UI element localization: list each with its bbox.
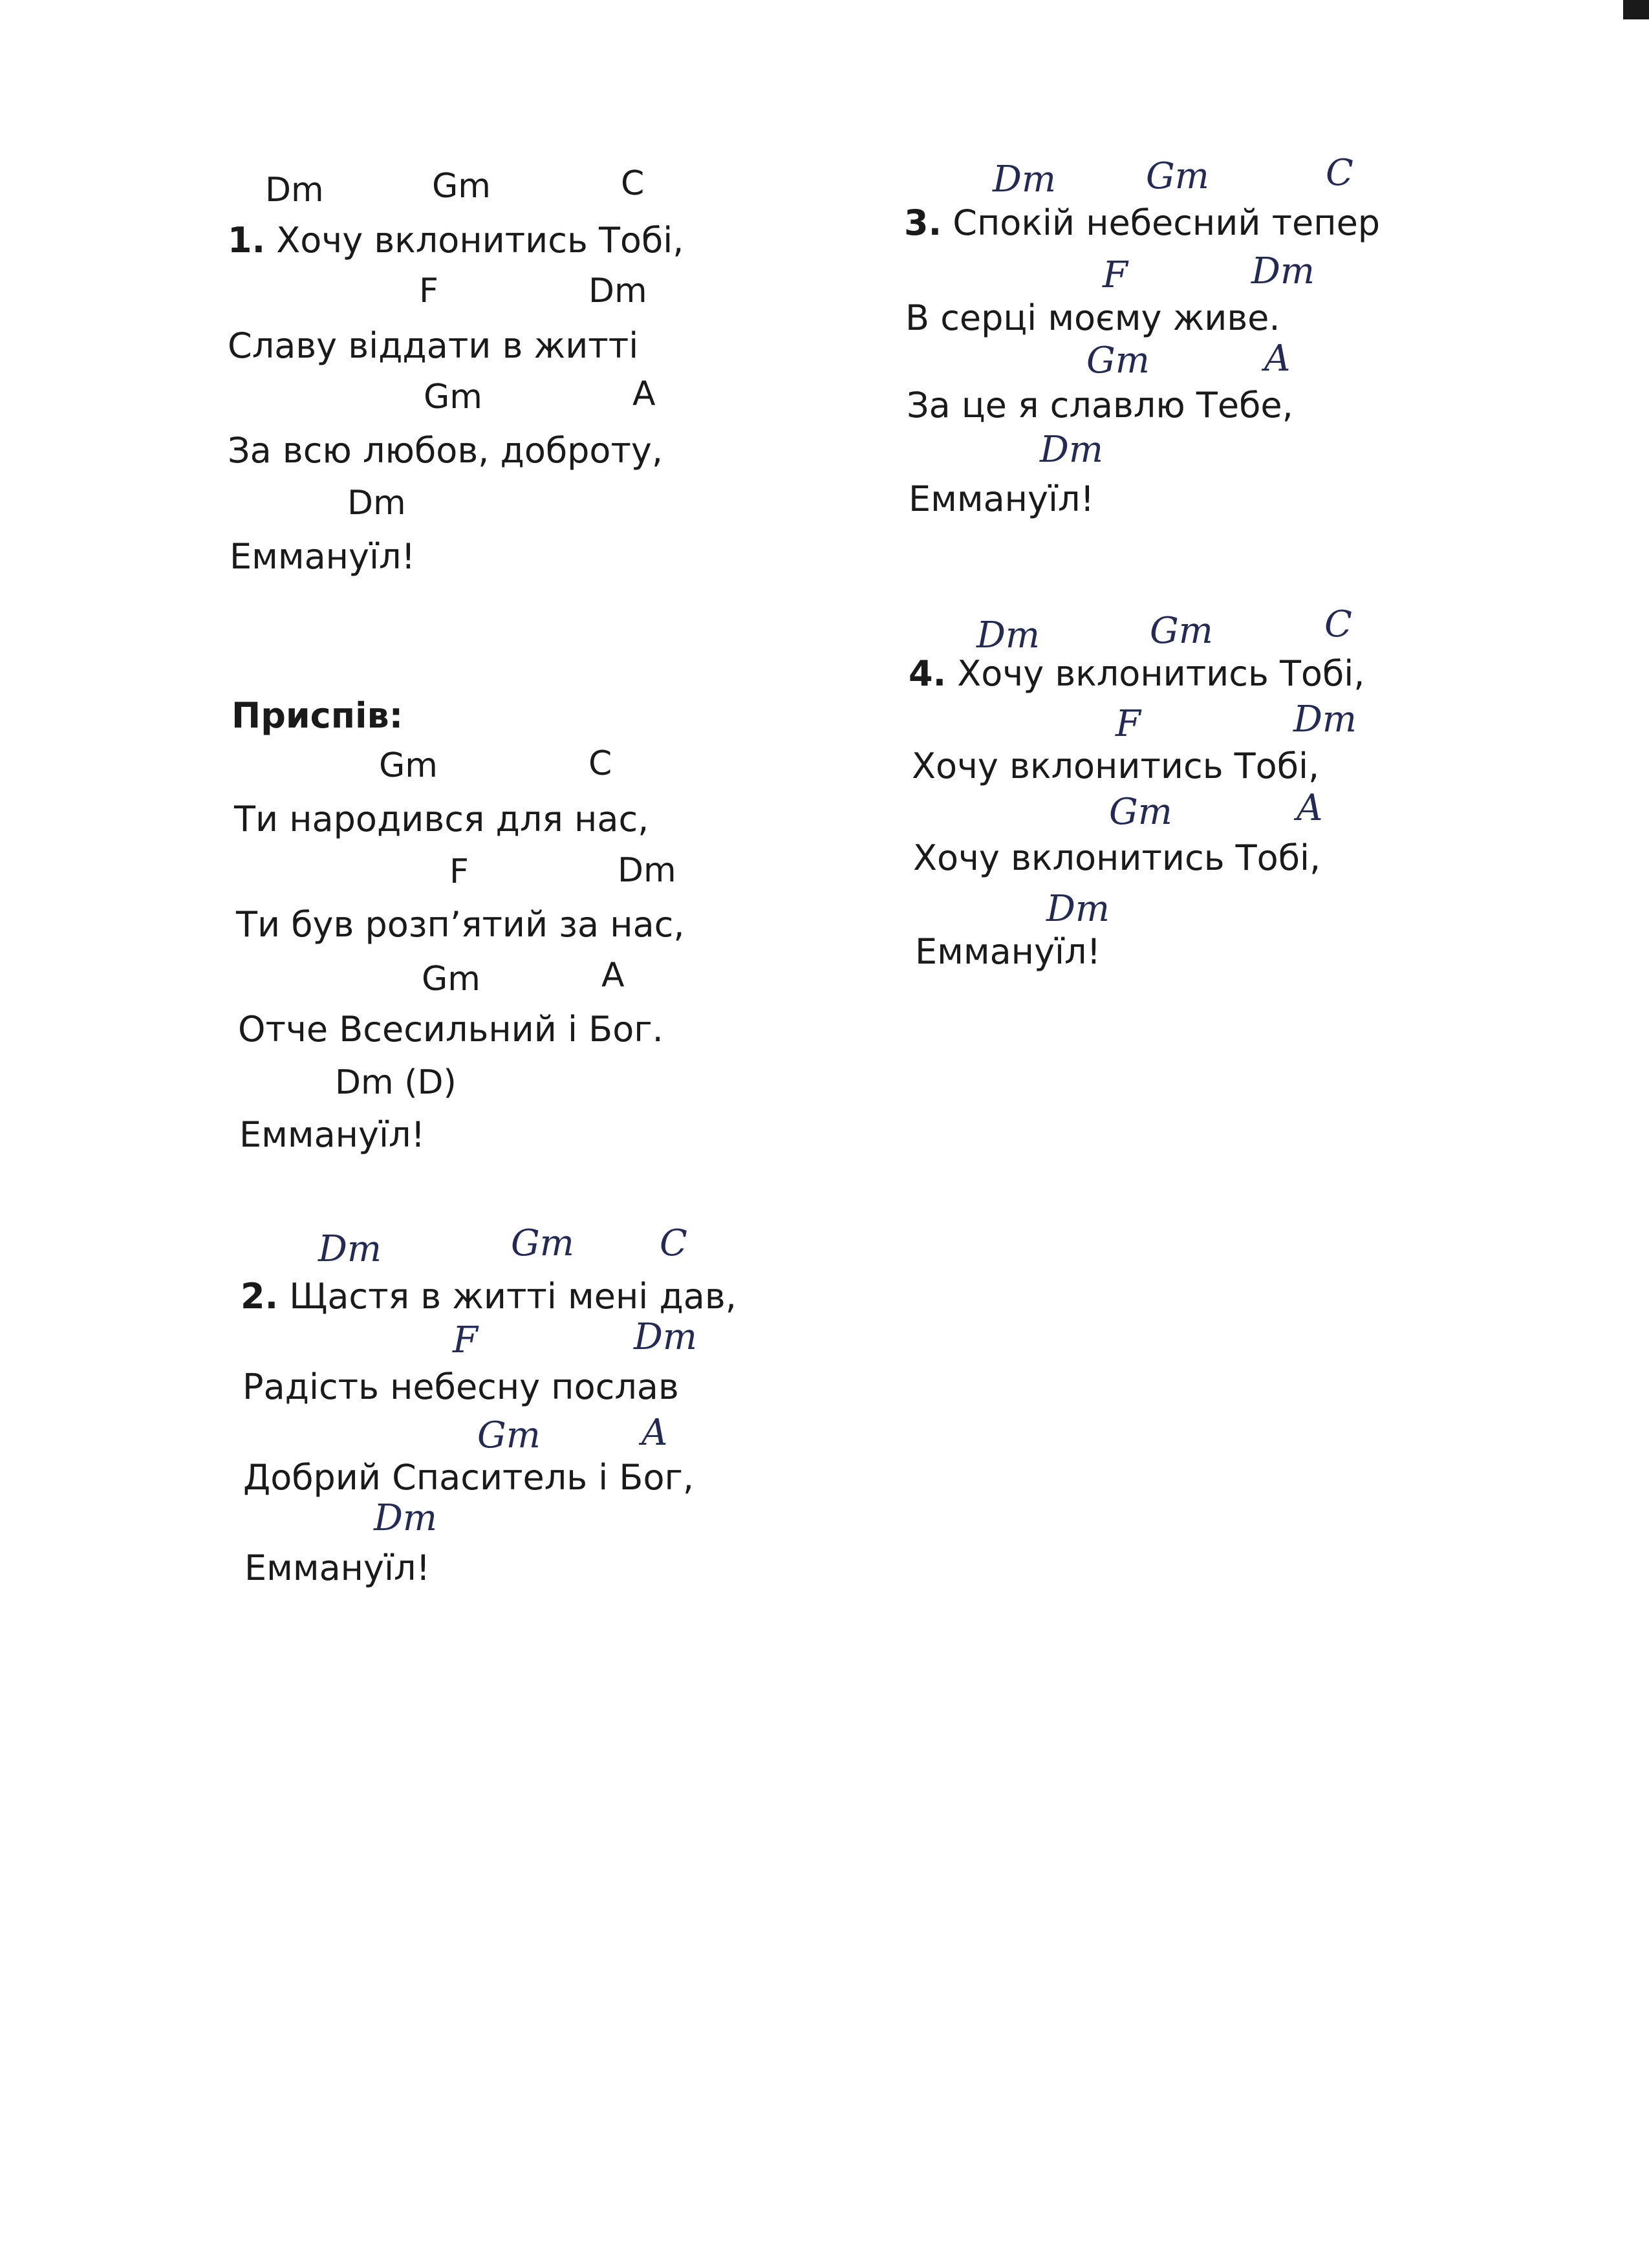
- lyric-line: Добрий Спаситель і Бог,: [243, 1457, 695, 1498]
- lyric-line: 2. Щастя в житті мені дав,: [241, 1276, 737, 1317]
- handwritten-chord: Dm: [1293, 698, 1357, 740]
- handwritten-chord: Dm: [1046, 888, 1110, 930]
- lyric-line: За всю любов, доброту,: [228, 430, 663, 471]
- handwritten-chord: Gm: [1150, 610, 1213, 652]
- lyric-line: Еммануїл!: [909, 479, 1095, 519]
- chord: Gm: [424, 378, 482, 416]
- lyric-line: Ти був розп’ятий за нас,: [236, 904, 685, 945]
- lyric-line: Ти народився для нас,: [234, 799, 649, 839]
- chord: Gm: [422, 960, 480, 999]
- chord: A: [632, 374, 656, 413]
- chord: A: [601, 956, 625, 995]
- handwritten-chord: A: [641, 1412, 668, 1454]
- handwritten-chord: A: [1297, 787, 1323, 829]
- chord: Dm (D): [335, 1063, 457, 1102]
- chord: F: [449, 852, 469, 891]
- chord: Gm: [379, 746, 438, 785]
- handwritten-chord: C: [1324, 603, 1352, 645]
- lyric-line: 1. Хочу вклонитись Тобі,: [228, 220, 684, 261]
- lyric-line: Еммануїл!: [230, 536, 416, 577]
- chord: Gm: [432, 167, 491, 206]
- handwritten-chord: A: [1264, 338, 1291, 380]
- lyric-line: 3. Спокій небесний тепер: [904, 202, 1381, 243]
- lyric-line: 4. Хочу вклонитись Тобі,: [909, 653, 1365, 694]
- handwritten-chord: Gm: [1146, 155, 1209, 197]
- chord: Dm: [618, 851, 676, 890]
- handwritten-chord: F: [1116, 703, 1141, 745]
- chord: Dm: [265, 171, 324, 210]
- chord: Dm: [347, 484, 406, 523]
- chord: Dm: [588, 272, 647, 310]
- lyric-line: В серці моєму живе.: [905, 297, 1280, 338]
- handwritten-chord: Dm: [374, 1497, 437, 1539]
- lyric-line: Еммануїл!: [239, 1114, 426, 1155]
- lyric-line: Еммануїл!: [244, 1548, 431, 1588]
- lyric-line: Отче Всесильний і Бог.: [238, 1009, 663, 1050]
- verse-number: 4.: [909, 653, 947, 694]
- handwritten-chord: Gm: [511, 1222, 574, 1264]
- chord: C: [621, 164, 645, 203]
- handwritten-chord: F: [1103, 254, 1128, 296]
- handwritten-chord: C: [660, 1222, 687, 1264]
- handwritten-chord: Dm: [993, 158, 1056, 200]
- lyric-line: Еммануїл!: [915, 931, 1101, 972]
- scan-edge-mark: [1623, 0, 1649, 19]
- handwritten-chord: Gm: [1109, 791, 1172, 833]
- handwritten-chord: C: [1326, 152, 1353, 194]
- lyric-line: За це я славлю Тебе,: [907, 385, 1293, 426]
- handwritten-chord: F: [453, 1319, 478, 1361]
- handwritten-chord: Dm: [1040, 429, 1103, 471]
- handwritten-chord: Gm: [1086, 340, 1150, 382]
- verse-number: 1.: [228, 220, 266, 261]
- chorus-heading: Приспів:: [232, 695, 404, 736]
- chord: C: [588, 744, 612, 783]
- handwritten-chord: Dm: [634, 1316, 697, 1358]
- verse-number: 3.: [904, 202, 942, 243]
- lyric-line: Хочу вклонитись Тобі,: [912, 746, 1320, 786]
- chord: F: [419, 272, 438, 310]
- handwritten-chord: Dm: [318, 1228, 382, 1270]
- handwritten-chord: Dm: [976, 614, 1040, 656]
- lyric-line: Славу віддати в житті: [228, 325, 639, 366]
- handwritten-chord: Dm: [1251, 250, 1315, 292]
- lyric-line: Хочу вклонитись Тобі,: [913, 837, 1321, 878]
- lyric-line: Радість небесну послав: [242, 1366, 679, 1407]
- verse-number: 2.: [241, 1276, 279, 1317]
- handwritten-chord: Gm: [477, 1414, 541, 1456]
